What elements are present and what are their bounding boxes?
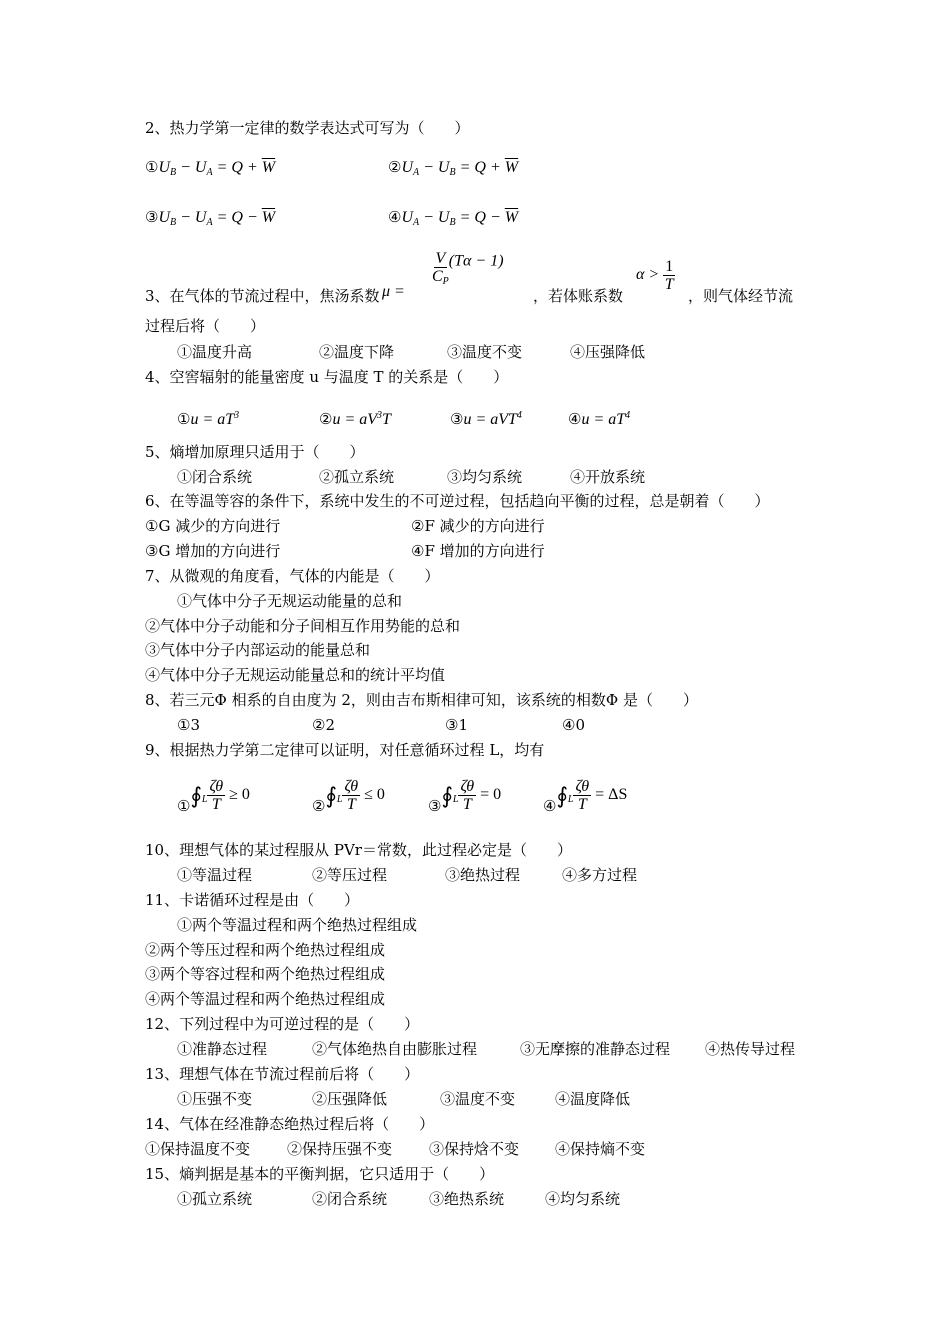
q3-mu: μ = [382, 283, 405, 300]
q7-option-3[interactable]: ③气体中分子内部运动的能量总和 [145, 641, 371, 659]
q13-option-2[interactable]: ②压强降低 [312, 1090, 388, 1108]
q15-option-3[interactable]: ③绝热系统 [429, 1190, 505, 1208]
q3-alpha-condition: α > $\frac{1}{T}$ [636, 258, 674, 293]
q3-option-3[interactable]: ③温度不变 [447, 343, 523, 361]
q5-option-1[interactable]: ①闭合系统 [177, 468, 253, 486]
q2-option-1[interactable]: $①U_B - U_A = Q + \overline{W}$ [145, 158, 276, 178]
q12-stem: 12、下列过程中为可逆过程的是（ ） [145, 1015, 420, 1033]
q11-option-4[interactable]: ④两个等温过程和两个绝热过程组成 [145, 990, 386, 1008]
q7-option-4[interactable]: ④气体中分子无规运动能量总和的统计平均值 [145, 666, 446, 684]
q14-option-1[interactable]: ①保持温度不变 [145, 1140, 251, 1158]
q7-stem: 7、从微观的角度看，气体的内能是（ ） [145, 567, 440, 585]
q15-option-1[interactable]: ①孤立系统 [177, 1190, 253, 1208]
q6-option-2[interactable]: ②F 减少的方向进行 [411, 517, 545, 535]
q13-stem: 13、理想气体在节流过程前后将（ ） [145, 1065, 420, 1083]
q9-option-1[interactable]: $①∮_L$ $\frac{\zeta\theta}{T}$ ≥ 0 [177, 778, 250, 816]
q9-option-2[interactable]: $②∮_L$ $\frac{\zeta\theta}{T}$ ≤ 0 [312, 778, 385, 816]
q9-stem: 9、根据热力学第二定律可以证明，对任意循环过程 L，均有 [145, 741, 545, 759]
q15-option-4[interactable]: ④均匀系统 [545, 1190, 621, 1208]
q3-stem-d: 过程后将（ ） [145, 317, 266, 335]
q3-stem-a: 3、在气体的节流过程中，焦汤系数 [145, 287, 380, 305]
q11-option-2[interactable]: ②两个等压过程和两个绝热过程组成 [145, 941, 386, 959]
q14-option-2[interactable]: ②保持压强不变 [287, 1140, 393, 1158]
q15-stem: 15、熵判据是基本的平衡判据，它只适用于（ ） [145, 1165, 495, 1183]
q3-stem-b: ，若体账系数 [533, 287, 624, 305]
q2-option-2[interactable]: $②U_A - U_B = Q + \overline{W}$ [388, 158, 519, 178]
q14-option-4[interactable]: ④保持熵不变 [555, 1140, 646, 1158]
q2-stem: 2、热力学第一定律的数学表达式可写为（ ） [145, 119, 470, 137]
q14-stem: 14、气体在经准静态绝热过程后将（ ） [145, 1115, 435, 1133]
q14-option-3[interactable]: ③保持焓不变 [429, 1140, 520, 1158]
q5-option-2[interactable]: ②孤立系统 [319, 468, 395, 486]
q4-option-1[interactable]: ①u = $aT^3$ [177, 410, 240, 428]
q8-option-2[interactable]: ②2 [312, 716, 335, 734]
q15-option-2[interactable]: ②闭合系统 [312, 1190, 388, 1208]
q6-option-4[interactable]: ④F 增加的方向进行 [411, 542, 545, 560]
q4-option-4[interactable]: ④u = $aT^4$ [568, 410, 631, 428]
q10-option-2[interactable]: ②等压过程 [312, 866, 388, 884]
q11-option-3[interactable]: ③两个等容过程和两个绝热过程组成 [145, 965, 386, 983]
q9-option-4[interactable]: $④∮_L$ $\frac{\zeta\theta}{T}$ = ΔS [543, 778, 628, 816]
q3-option-1[interactable]: ①温度升高 [177, 343, 253, 361]
q8-option-3[interactable]: ③1 [445, 716, 468, 734]
q2-option-4[interactable]: $④U_A - U_B = Q - \overline{W}$ [388, 208, 519, 228]
q5-option-4[interactable]: ④开放系统 [570, 468, 646, 486]
q2-option-3[interactable]: $③U_B - U_A = Q - \overline{W}$ [145, 208, 276, 228]
q10-option-4[interactable]: ④多方过程 [562, 866, 638, 884]
q11-stem: 11、卡诺循环过程是由（ ） [145, 891, 360, 909]
q13-option-4[interactable]: ④温度降低 [555, 1090, 631, 1108]
q13-option-3[interactable]: ③温度不变 [440, 1090, 516, 1108]
q6-option-1[interactable]: ①G 减少的方向进行 [145, 517, 281, 535]
q4-stem: 4、空窖辐射的能量密度 u 与温度 T 的关系是（ ） [145, 368, 509, 386]
q11-option-1[interactable]: ①两个等温过程和两个绝热过程组成 [177, 916, 418, 934]
q8-stem: 8、若三元Φ 相系的自由度为 2，则由吉布斯相律可知，该系统的相数Φ 是（ ） [145, 691, 698, 709]
q5-option-3[interactable]: ③均匀系统 [447, 468, 523, 486]
q12-option-1[interactable]: ①准静态过程 [177, 1040, 268, 1058]
q6-option-3[interactable]: ③G 增加的方向进行 [145, 542, 281, 560]
q8-option-4[interactable]: ④0 [562, 716, 585, 734]
q10-stem: 10、理想气体的某过程服从 PVr＝常数，此过程必定是（ ） [145, 841, 572, 859]
q10-option-3[interactable]: ③绝热过程 [445, 866, 521, 884]
q3-stem-c: ，则气体经节流 [688, 287, 794, 305]
q6-stem: 6、在等温等容的条件下，系统中发生的不可逆过程，包括趋向平衡的过程，总是朝着（ ） [145, 492, 770, 510]
q8-option-1[interactable]: ①3 [177, 716, 200, 734]
q10-option-1[interactable]: ①等温过程 [177, 866, 253, 884]
q3-joule-thomson-formula: $\frac{V}{C_P}$ (Tα − 1) [432, 250, 504, 287]
q4-option-3[interactable]: ③u = aVT$^4$ [450, 410, 522, 428]
q12-option-4[interactable]: ④热传导过程 [705, 1040, 796, 1058]
q7-option-1[interactable]: ①气体中分子无规运动能量的总和 [177, 592, 403, 610]
q5-stem: 5、熵增加原理只适用于（ ） [145, 443, 365, 461]
q9-option-3[interactable]: $③∮_L$ $\frac{\zeta\theta}{T}$ = 0 [428, 778, 502, 816]
q7-option-2[interactable]: ②气体中分子动能和分子间相互作用势能的总和 [145, 617, 461, 635]
q4-option-2[interactable]: ②u = $aV^3T$ [319, 410, 391, 428]
q12-option-2[interactable]: ②气体绝热自由膨胀过程 [312, 1040, 478, 1058]
q12-option-3[interactable]: ③无摩擦的准静态过程 [520, 1040, 671, 1058]
q3-option-2[interactable]: ②温度下降 [319, 343, 395, 361]
q13-option-1[interactable]: ①压强不变 [177, 1090, 253, 1108]
q3-option-4[interactable]: ④压强降低 [570, 343, 646, 361]
